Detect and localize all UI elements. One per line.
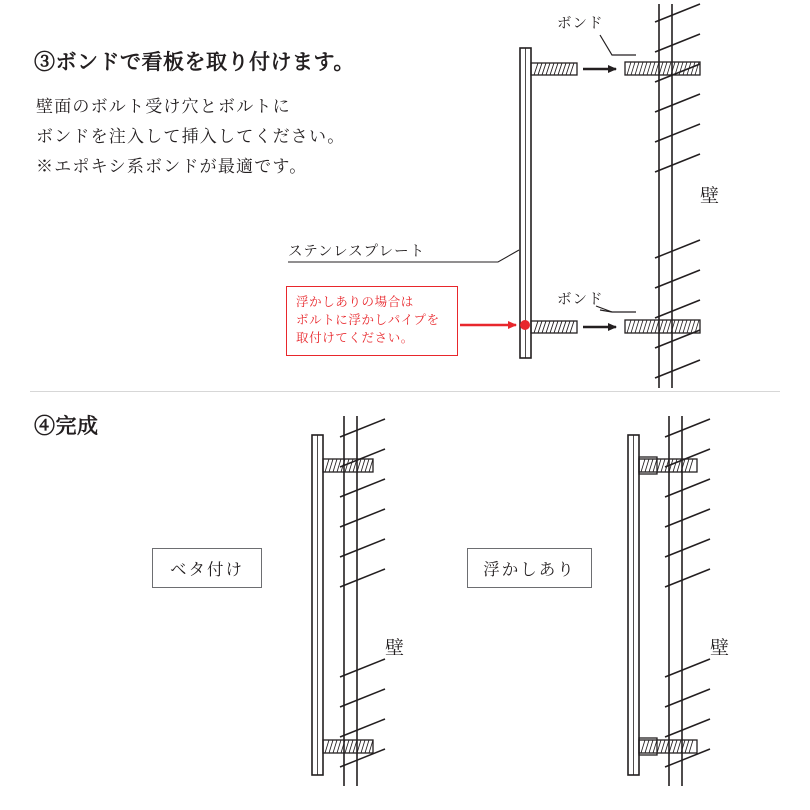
step3-body-line-2: ボンドを注入して挿入してください。 [36, 127, 346, 146]
section3-drawing [0, 0, 810, 391]
step3-body-line-1: 壁面のボルト受け穴とボルトに [36, 97, 291, 116]
assembly-ukashi [628, 416, 710, 786]
label-wall-left-section4: 壁 [385, 638, 406, 659]
bolt-upper [531, 35, 700, 75]
label-wall-section3: 壁 [700, 186, 721, 207]
step4-heading: ④完成 [34, 415, 99, 438]
warning-line-1: 浮かしありの場合は [296, 295, 414, 309]
label-wall-right-section4: 壁 [710, 638, 731, 659]
warning-line-3: 取付けてください。 [296, 330, 414, 345]
step3-body-line-3: ※エポキシ系ボンドが最適です。 [36, 157, 308, 176]
label-stainless-plate: ステンレスプレート [288, 244, 426, 260]
label-bond-top: ボンド [557, 16, 604, 32]
sign-plate-section3 [520, 48, 531, 358]
warning-line-2: ボルトに浮かしパイプを [296, 312, 440, 327]
label-bond-bottom: ボンド [557, 292, 604, 308]
step3-heading: ③ボンドで看板を取り付けます。 [34, 51, 355, 74]
caption-beta-label: ベタ付け [170, 561, 244, 579]
caption-ukashi-label: 浮かしあり [483, 561, 576, 579]
section4-drawing [0, 391, 810, 810]
assembly-beta [312, 416, 385, 786]
